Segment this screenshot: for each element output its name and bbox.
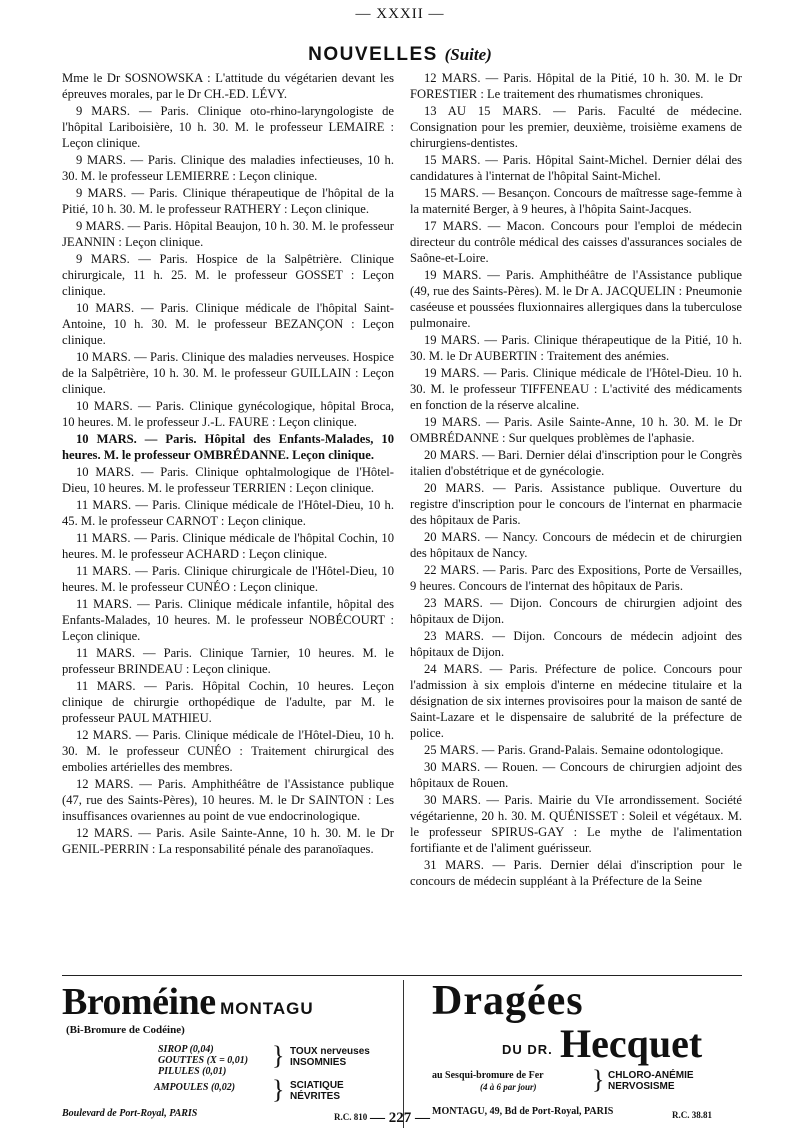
news-item: 11 MARS. — Paris. Clinique médicale de l'hôpital Cochin, 10 heures. M. le professeur ACHARD : Leçon clinique. [62, 531, 394, 561]
ad-bromeine-address: Boulevard de Port-Royal, PARIS [62, 1108, 198, 1119]
news-item: 11 MARS. — Paris. Hôpital Cochin, 10 heures. Leçon clinique de chirurgie orthopédique de l'adulte, par M. le professeur PAUL MATHIEU. [62, 679, 394, 725]
news-item: 19 MARS. — Paris. Clinique thérapeutique de la Pitié, 10 h. 30. M. le Dr AUBERTIN : Traitement des anémies. [410, 333, 742, 363]
ad-bromeine-code: R.C. 810 [334, 1112, 368, 1122]
ad-hecquet-dose: (4 à 6 par jour) [480, 1082, 537, 1092]
news-item: 19 MARS. — Paris. Amphithéâtre de l'Assistance publique (49, rue des Saints-Pères). M. le Dr A. JACQUELIN : Pneumonie caséeuse et poussées fluxionnaires allergiques dans la tuberculose pulmonaire. [410, 268, 742, 330]
section-title-text: NOUVELLES [308, 44, 438, 65]
news-item: 10 MARS. — Paris. Clinique ophtalmologique de l'Hôtel-Dieu, 10 heures. M. le professeur TERRIEN : Leçon clinique. [62, 465, 394, 495]
news-item: 20 MARS. — Paris. Assistance publique. Ouverture du registre d'inscription pour le concours de l'internat en pharmacie des hôpitaux de Paris. [410, 481, 742, 527]
ad-hecquet-address: MONTAGU, 49, Bd de Port-Royal, PARIS [432, 1106, 614, 1117]
section-title [0, 44, 800, 66]
news-item: 31 MARS. — Paris. Dernier délai d'inscription pour le concours de médecin suppléant à la Préfecture de la Seine [410, 858, 742, 888]
news-item: 24 MARS. — Paris. Préfecture de police. Concours pour l'admission à six emplois d'interne en médecine titulaire et la désignation de six internes provisoires pour la maison de santé de Saint-Lazare et le dispensaire de salubrité de la préfecture de police. [410, 662, 742, 740]
ad-bromeine-forms [158, 1044, 248, 1077]
page-number: — 227 — [370, 1110, 430, 1126]
brace-icon: } [592, 1065, 605, 1094]
news-item: 30 MARS. — Paris. Mairie du VIe arrondissement. Société végétarienne, 20 h. 30. M. QUÉNISSET : Soleil et végétaux. M. le professeur SPIRUS-GAY : Le mythe de l'alimentation fortifiante et de l'aliment guérisseur. [410, 793, 742, 855]
news-item: 23 MARS. — Dijon. Concours de chirurgien adjoint des hôpitaux de Dijon. [410, 596, 742, 626]
ad-bromeine-indications-1 [290, 1046, 370, 1068]
news-item: 9 MARS. — Paris. Clinique oto-rhino-laryngologiste de l'hôpital Lariboisière, 10 h. 30. M. le professeur LEMAIRE : Leçon clinique. [62, 104, 394, 150]
brace-icon: } [272, 1041, 285, 1070]
news-item: 17 MARS. — Macon. Concours pour l'emploi de médecin directeur du contrôle médical des caisses d'assurances sociales de Saône-et-Loire. [410, 219, 742, 265]
news-item: 23 MARS. — Dijon. Concours de médecin adjoint des hôpitaux de Dijon. [410, 629, 742, 659]
ad-bromeine-maker: MONTAGU [220, 999, 314, 1018]
news-item: 12 MARS. — Paris. Amphithéâtre de l'Assistance publique (47, rue des Saints-Pères), 10 heures. M. le Dr SAINTON : Les insuffisances ovariennes au point de vue endocrinologique. [62, 777, 394, 823]
ad-bromeine-subtitle: (Bi-Bromure de Codéine) [66, 1024, 185, 1036]
ad-hecquet-du-dr: DU DR. [502, 1042, 553, 1057]
news-item: 13 AU 15 MARS. — Paris. Faculté de médecine. Consignation pour les premier, deuxième, troisième examens de chirurgiens-dentistes. [410, 104, 742, 150]
news-item: 20 MARS. — Bari. Dernier délai d'inscription pour le Congrès italien d'obstétrique et de gynécologie. [410, 448, 742, 478]
advertisement-bromeine [62, 982, 398, 1127]
ad-bromeine-indication: SCIATIQUE [290, 1080, 344, 1091]
ad-bromeine-indication: NÉVRITES [290, 1091, 341, 1102]
news-item: 9 MARS. — Paris. Clinique des maladies infectieuses, 10 h. 30. M. le professeur LEMIERRE : Leçon clinique. [62, 153, 394, 183]
advertisement-hecquet [410, 978, 746, 1127]
ad-divider-vertical [403, 980, 404, 1128]
news-item: 10 MARS. — Paris. Clinique médicale de l'hôpital Saint-Antoine, 10 h. 30. M. le professeur BEZANÇON : Leçon clinique. [62, 301, 394, 347]
ad-hecquet-indications [608, 1070, 694, 1092]
ad-bromeine-header [62, 982, 314, 1022]
ad-bromeine-form: SIROP (0,04) [158, 1044, 214, 1055]
ad-hecquet-name: Hecquet [560, 1021, 703, 1066]
ad-bromeine-indication: TOUX nerveuses [290, 1046, 370, 1057]
ad-bromeine-form: GOUTTES (X = 0,01) [158, 1055, 249, 1066]
news-item: 11 MARS. — Paris. Clinique médicale de l'Hôtel-Dieu, 10 h. 45. M. le professeur CARNOT : Leçon clinique. [62, 498, 394, 528]
ad-hecquet-brand: Dragées [432, 978, 584, 1024]
ad-bromeine-form: PILULES (0,01) [158, 1066, 227, 1077]
news-item: 10 MARS. — Paris. Hôpital des Enfants-Malades, 10 heures. M. le professeur OMBRÉDANNE. Leçon clinique. [62, 432, 394, 462]
ad-bromeine-indications-2 [290, 1080, 344, 1102]
news-item: 11 MARS. — Paris. Clinique chirurgicale de l'Hôtel-Dieu, 10 heures. M. le professeur CUNÉO : Leçon clinique. [62, 564, 394, 594]
news-item: 20 MARS. — Nancy. Concours de médecin et de chirurgien des hôpitaux de Nancy. [410, 530, 742, 560]
news-item: 11 MARS. — Paris. Clinique Tarnier, 10 heures. M. le professeur BRINDEAU : Leçon clinique. [62, 646, 394, 676]
news-item: 12 MARS. — Paris. Clinique médicale de l'Hôtel-Dieu, 10 h. 30. M. le professeur CUNÉO : Traitement chirurgical des embolies artérielles des membres. [62, 728, 394, 774]
running-header-roman: — XXXII — [355, 6, 445, 22]
news-item: 19 MARS. — Paris. Asile Sainte-Anne, 10 h. 30. M. le Dr OMBRÉDANNE : Sur quelques problèmes de l'aphasie. [410, 415, 742, 445]
ad-bromeine-brand: Broméine [62, 981, 216, 1023]
news-item: 19 MARS. — Paris. Clinique médicale de l'Hôtel-Dieu. 10 h. 30. M. le professeur TIFFENEAU : L'activité des médicaments en fonction de la réserve alcaline. [410, 366, 742, 412]
ad-hecquet-code: R.C. 38.81 [672, 1110, 712, 1120]
news-item: 9 MARS. — Paris. Hospice de la Salpêtrière. Clinique chirurgicale, 11 h. 25. M. le professeur GOSSET : Leçon clinique. [62, 252, 394, 298]
news-item: 12 MARS. — Paris. Asile Sainte-Anne, 10 h. 30. M. le Dr GENIL-PERRIN : La responsabilité pénale des paranoïaques. [62, 826, 394, 856]
news-item: 12 MARS. — Paris. Hôpital de la Pitié, 10 h. 30. M. le Dr FORESTIER : Le traitement des rhumatismes chroniques. [410, 71, 742, 101]
section-title-suffix: (Suite) [444, 45, 492, 64]
right-column [410, 70, 742, 890]
ad-bromeine-indication: INSOMNIES [290, 1057, 347, 1068]
ad-hecquet-composition: au Sesqui-bromure de Fer [432, 1070, 544, 1081]
ad-hecquet-indication: CHLORO-ANÉMIE [608, 1070, 694, 1081]
news-item: 22 MARS. — Paris. Parc des Expositions, Porte de Versailles, 9 heures. Concours de l'internat des hôpitaux de Paris. [410, 563, 742, 593]
news-item: Mme le Dr SOSNOWSKA : L'attitude du végétarien devant les épreuves morales, par le Dr CH.-ED. LÉVY. [62, 71, 394, 101]
news-item: 15 MARS. — Besançon. Concours de maîtresse sage-femme à la maternité Berger, à 9 heures, à l'hôpita Saint-Jacques. [410, 186, 742, 216]
ad-divider-horizontal [62, 975, 742, 976]
left-column [62, 70, 394, 858]
news-item: 15 MARS. — Paris. Hôpital Saint-Michel. Dernier délai des candidatures à l'internat de l'hôpital Saint-Michel. [410, 153, 742, 183]
brace-icon: } [272, 1075, 285, 1104]
news-item: 10 MARS. — Paris. Clinique des maladies nerveuses. Hospice de la Salpêtrière, 10 h. 30. M. le professeur GUILLAIN : Leçon clinique. [62, 350, 394, 396]
news-item: 30 MARS. — Rouen. — Concours de chirurgien adjoint des hôpitaux de Rouen. [410, 760, 742, 790]
news-item: 9 MARS. — Paris. Hôpital Beaujon, 10 h. 30. M. le professeur JEANNIN : Leçon clinique. [62, 219, 394, 249]
ad-bromeine-ampoules: AMPOULES (0,02) [154, 1082, 236, 1093]
news-item: 11 MARS. — Paris. Clinique médicale infantile, hôpital des Enfants-Malades, 10 heures. M. le professeur NOBÉCOURT : Leçon clinique. [62, 597, 394, 643]
news-item: 9 MARS. — Paris. Clinique thérapeutique de l'hôpital de la Pitié, 10 h. 30. M. le professeur RATHERY : Leçon clinique. [62, 186, 394, 216]
news-item: 10 MARS. — Paris. Clinique gynécologique, hôpital Broca, 10 heures. M. le professeur J.-L. FAURE : Leçon clinique. [62, 399, 394, 429]
ad-hecquet-indication: NERVOSISME [608, 1081, 675, 1092]
news-item: 25 MARS. — Paris. Grand-Palais. Semaine odontologique. [424, 743, 724, 757]
